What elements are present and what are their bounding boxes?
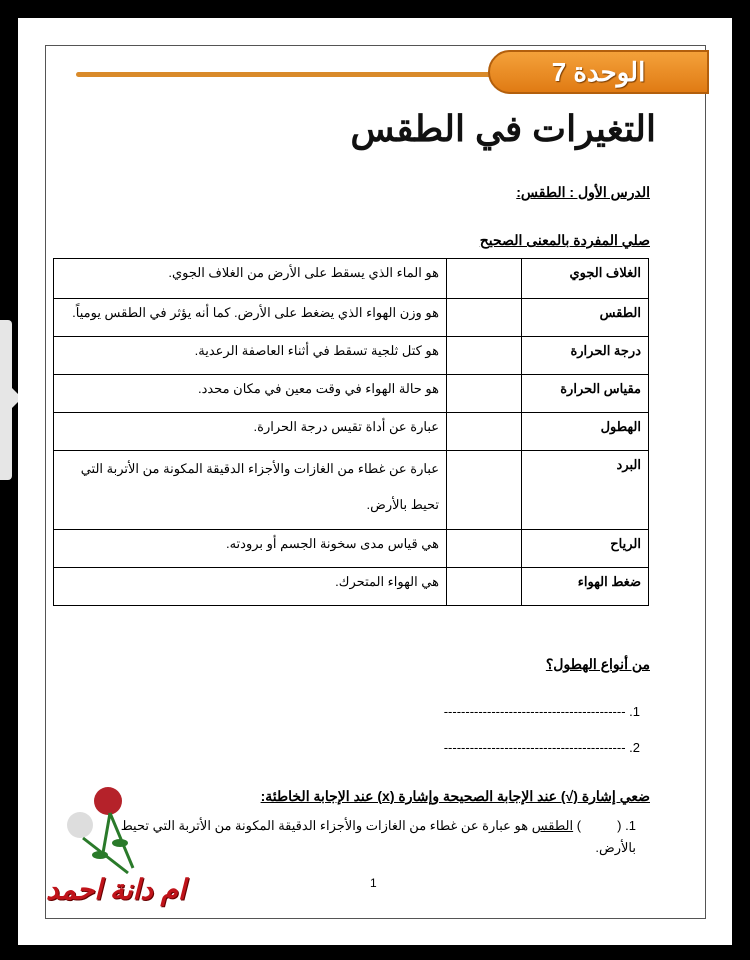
table-row (54, 530, 649, 568)
item-keyword: الطقس (531, 818, 574, 833)
meaning-cell: عبارة عن غطاء من الغازات والأجزاء الدقيقة المكونة من الأتربة التي تحيط بالأرض. (54, 451, 447, 530)
table-row (54, 299, 649, 337)
meaning-cell: عبارة عن أداة تقيس درجة الحرارة. (54, 413, 447, 451)
term-cell: الرياح (522, 530, 649, 568)
table-row (54, 568, 649, 606)
side-panel-tab[interactable] (0, 320, 12, 480)
rose-icon (48, 783, 158, 878)
table-row (54, 413, 649, 451)
meaning-cell: هي قياس مدى سخونة الجسم أو برودته. (54, 530, 447, 568)
page-title: التغيرات في الطقس (350, 108, 656, 149)
item-text: هو عبارة عن غطاء من الغازات والأجزاء الدقيقة المكونة من الأتربة التي تحيط بالأرض. (120, 818, 636, 855)
match-cell[interactable] (447, 451, 522, 530)
page-number: 1 (370, 876, 377, 890)
match-cell[interactable] (447, 299, 522, 337)
term-cell: البرد (522, 451, 649, 530)
lesson-heading: الدرس الأول : الطقس: (516, 184, 650, 200)
match-cell[interactable] (447, 568, 522, 606)
types-question: من أنواع الهطول؟ (545, 656, 650, 672)
term-cell: الهطول (522, 413, 649, 451)
answer-line[interactable]: 1. ------------------------------------------ (443, 704, 640, 719)
term-cell: درجة الحرارة (522, 337, 649, 375)
match-cell[interactable] (447, 530, 522, 568)
signature-logo: ام دانة احمد (46, 874, 186, 905)
answer-paren[interactable]: ( ) (576, 818, 622, 833)
term-cell: ضغط الهواء (522, 568, 649, 606)
answer-line[interactable]: 2. ------------------------------------------ (443, 740, 640, 755)
match-cell[interactable] (447, 413, 522, 451)
meaning-cell: هو الماء الذي يسقط على الأرض من الغلاف الجوي. (54, 259, 447, 299)
unit-badge: الوحدة 7 (488, 50, 709, 94)
match-cell[interactable] (447, 259, 522, 299)
match-cell[interactable] (447, 337, 522, 375)
table-row (54, 375, 649, 413)
meaning-cell: هو كتل ثلجية تسقط في أثناء العاصفة الرعدية. (54, 337, 447, 375)
header-rule (76, 72, 516, 77)
meaning-cell: هو حالة الهواء في وقت معين في مكان محدد. (54, 375, 447, 413)
match-instruction: صلي المفردة بالمعنى الصحيح (479, 232, 650, 248)
table-row (54, 451, 649, 530)
document-page (18, 18, 732, 945)
table-row (54, 337, 649, 375)
meaning-cell: هي الهواء المتحرك. (54, 568, 447, 606)
tf-item (116, 815, 636, 859)
match-cell[interactable] (447, 375, 522, 413)
item-number: 1. (625, 818, 636, 833)
tf-instruction: ضعي إشارة (√) عند الإجابة الصحيحة وإشارة (x) عند الإجابة الخاطئة: (260, 788, 650, 804)
table-row (54, 259, 649, 299)
term-cell: الغلاف الجوي (522, 259, 649, 299)
meaning-cell: هو وزن الهواء الذي يضغط على الأرض. كما أنه يؤثر في الطقس يومياً. (54, 299, 447, 337)
term-cell: الطقس (522, 299, 649, 337)
matching-table (53, 258, 649, 606)
term-cell: مقياس الحرارة (522, 375, 649, 413)
